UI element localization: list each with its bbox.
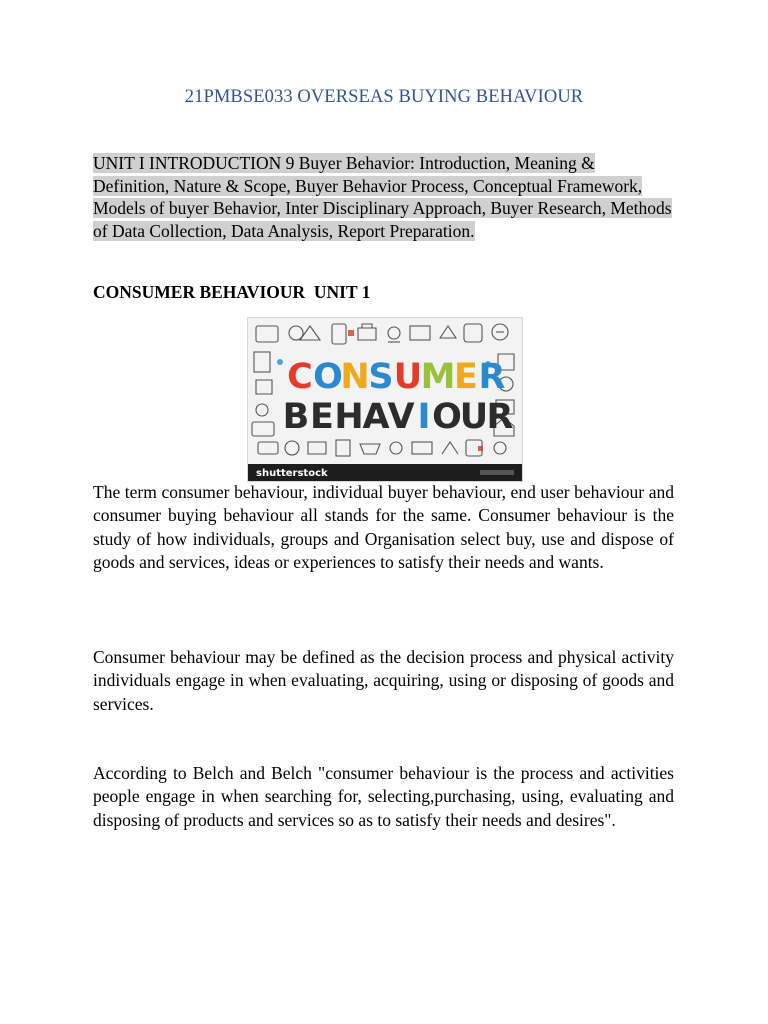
document-title: 21PMBSE033 OVERSEAS BUYING BEHAVIOUR xyxy=(184,87,584,107)
letter-U: U xyxy=(393,357,423,397)
letter-N: N xyxy=(340,357,370,397)
syllabus-block xyxy=(93,152,673,242)
letter-O: O xyxy=(313,357,343,397)
headline-consumer xyxy=(287,357,505,397)
letter-C: C xyxy=(287,357,313,397)
letter-M: M xyxy=(420,357,456,397)
banner-illustration xyxy=(248,318,522,481)
headline-behaviour xyxy=(283,397,514,437)
svg-text:V: V xyxy=(387,397,415,437)
svg-text:E: E xyxy=(310,397,334,437)
letter-R: R xyxy=(478,357,506,397)
section-heading: CONSUMER BEHAVIOUR UNIT 1 xyxy=(93,282,371,302)
paragraph-2: Consumer behaviour may be defined as the decision process and physical activity individuals engage in when evaluating, acquiring, using or disposing of goods and services. xyxy=(93,647,674,714)
svg-text:B: B xyxy=(282,397,310,437)
svg-text:I: I xyxy=(417,397,431,437)
syllabus-highlighted-text: UNIT I INTRODUCTION 9 Buyer Behavior: Introduction, Meaning & Definition, Nature & Scope, Buyer Behavior Process, Conceptual Framework, Models of buyer Behavior, Inter Disciplinary Approach, Buyer Research, Methods of Data Collection, Data Analysis, Report Preparation. xyxy=(93,153,672,241)
letter-E: E xyxy=(454,357,478,397)
watermark-id xyxy=(480,470,514,475)
svg-text:U: U xyxy=(459,397,489,437)
consumer-behaviour-image xyxy=(247,317,523,482)
svg-text:R: R xyxy=(486,397,514,437)
watermark-text: shutterstock xyxy=(256,468,328,479)
letter-S: S xyxy=(368,357,394,397)
svg-text:H: H xyxy=(334,397,364,437)
paragraph-1: The term consumer behaviour, individual buyer behaviour, end user behaviour and consumer buying behaviour all stands for the same. Consumer behaviour is the study of how individuals, groups and Organisation select buy, use and dispose of goods and services, ideas or experiences to satisfy their needs and wants. xyxy=(93,482,674,572)
svg-text:O: O xyxy=(432,397,462,437)
svg-text:A: A xyxy=(362,397,390,437)
paragraph-3: According to Belch and Belch "consumer behaviour is the process and activities people engage in when searching for, selecting,purchasing, using, evaluating and disposing of products and services so as to satisfy their needs and desires". xyxy=(93,763,674,830)
